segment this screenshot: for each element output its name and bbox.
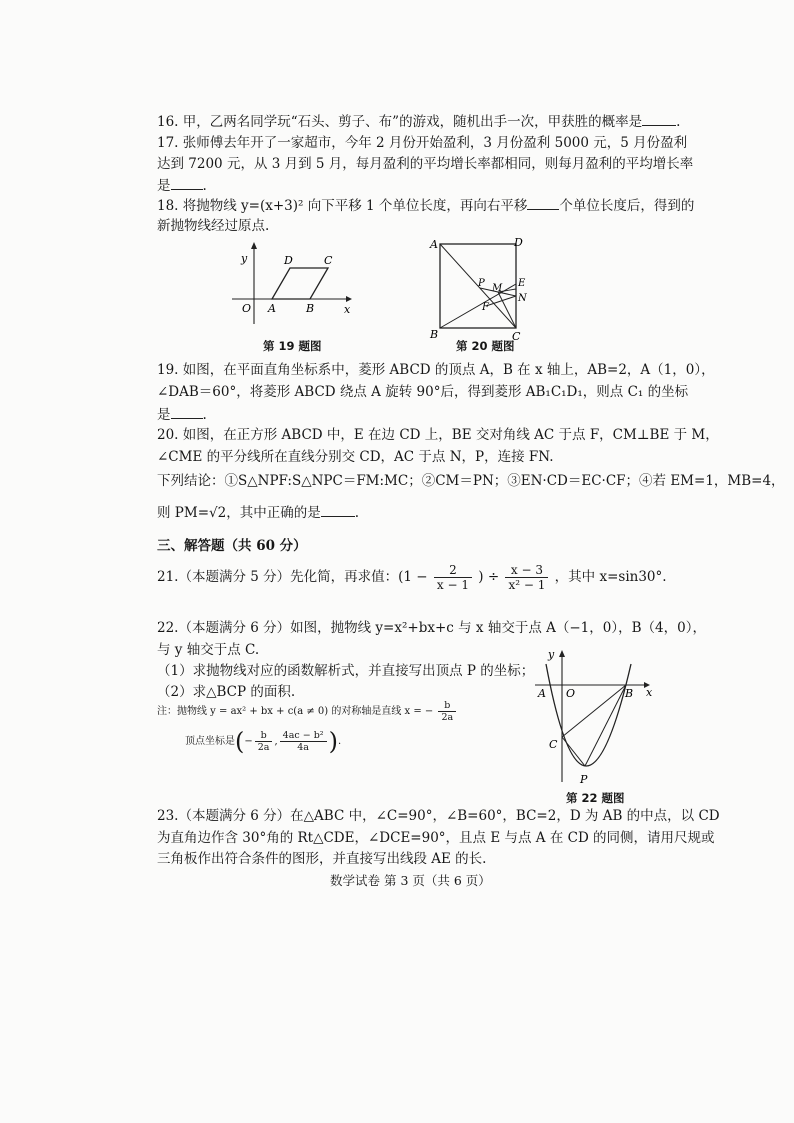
q17-line1: 17. 张师傅去年开了一家超市，今年 2 月份开始盈利，3 月份盈利 5000 元，5 月份盈利 <box>157 135 688 151</box>
fig22-label-b: B <box>625 687 634 700</box>
q16-answer-blank[interactable] <box>642 112 676 126</box>
fig19-caption: 第 19 题图 <box>263 339 322 353</box>
fig22-label-x: x <box>646 686 653 699</box>
fig22-label-c: C <box>549 738 558 751</box>
fig22-label-p: P <box>580 773 588 786</box>
figure-20 <box>428 234 538 342</box>
q16-line: 16. 甲，乙两名同学玩“石头、剪子、布”的游戏，随机出手一次，甲获胜的概率是 . <box>157 114 681 130</box>
q18-answer-blank[interactable] <box>527 196 559 210</box>
q22-note: 注：抛物线 y = ax² + bx + c(a ≠ 0) 的对称轴是直线 x = − $\frac{b}{2a}$ <box>157 700 458 723</box>
fig19-label-a: A <box>268 302 276 315</box>
q19-line1: 19. 如图，在平面直角坐标系中，菱形 ABCD 的顶点 A，B 在 x 轴上，AB=2，A（1，0）， <box>157 362 715 378</box>
q22-part1: （1）求抛物线对应的函数解析式，并直接写出顶点 P 的坐标； <box>157 663 535 679</box>
figure-22 <box>530 642 660 788</box>
fig20-caption: 第 20 题图 <box>456 339 515 353</box>
q19-line2: ∠DAB＝60°，将菱形 ABCD 绕点 A 旋转 90°后，得到菱形 AB₁C₁D₁，则点 C₁ 的坐标 <box>157 384 689 400</box>
fig19-label-x: x <box>344 303 351 316</box>
q19-answer-blank[interactable] <box>171 405 203 419</box>
fig22-label-o: O <box>566 687 576 700</box>
q20-line2: ∠CME 的平分线所在直线分别交 CD，AC 于点 N，P，连接 FN. <box>157 449 554 465</box>
q21-line: 21.（本题满分 5 分）先化简，再求值：(1 − $\frac{2}{x - 1}$ ) ÷ $\frac{x - 3}{\text{x² − 1}}$ ，其中 x=sin30°. <box>157 563 667 592</box>
fig19-rhombus <box>272 268 328 299</box>
fig20-label-e: E <box>518 278 526 289</box>
q20-line1: 20. 如图，在正方形 ABCD 中，E 在边 CD 上，BE 交对角线 AC 于点 F，CM⊥BE 于 M， <box>157 427 719 443</box>
fig19-label-o: O <box>242 302 252 315</box>
fig20-label-d: D <box>514 236 523 249</box>
fig20-label-n: N <box>518 293 527 304</box>
fig22-segment-pb <box>585 685 626 766</box>
q17-answer-blank[interactable] <box>171 176 203 190</box>
q22-note-fraction: $\frac{b}{2a}$ <box>438 700 456 723</box>
q17-line2: 达到 7200 元，从 3 月到 5 月，每月盈利的平均增长率都相同，则每月盈利的平均增长率 <box>157 156 694 172</box>
fig19-y-arrow <box>251 242 257 249</box>
q23-line1: 23.（本题满分 6 分）在△ABC 中，∠C=90°，∠B=60°，BC=2，D 为 AB 的中点，以 CD <box>157 808 720 824</box>
q18-line2: 新抛物线经过原点. <box>157 218 270 234</box>
fig20-label-a: A <box>430 238 438 251</box>
fig19-label-c: C <box>324 254 333 267</box>
q22-vertex: 顶点坐标是(− $\frac{b}{2a}$ , $\frac{\text{4ac − b²}}{4a}$ ). <box>185 727 342 756</box>
q18-line1: 18. 将抛物线 y=(x+3)² 向下平移 1 个单位长度，再向右平移 个单位长度后，得到的 <box>157 198 695 214</box>
q17-line3: 是 . <box>157 178 207 194</box>
section3-title: 三、解答题（共 60 分） <box>157 538 307 554</box>
q21-fraction-2: $\frac{x - 3}{\text{x² − 1}}$ <box>505 563 548 592</box>
fig22-label-y: y <box>548 648 555 661</box>
q20-answer-blank[interactable] <box>321 503 355 517</box>
fig22-y-arrow <box>559 650 565 657</box>
fig20-label-m: M <box>492 283 503 294</box>
q20-line3: 下列结论：①S△NPF:S△NPC＝FM:MC；②CM＝PN；③EN·CD＝EC·CF；④若 EM=1，MB=4， <box>157 473 785 489</box>
q21-fraction-1: $\frac{2}{x - 1}$ <box>434 563 472 592</box>
page-footer: 数学试卷 第 3 页（共 6 页） <box>330 873 491 888</box>
fig22-label-a: A <box>538 687 546 700</box>
fig20-label-b: B <box>430 328 439 341</box>
fig22-caption: 第 22 题图 <box>566 791 625 805</box>
figure-19 <box>228 238 358 328</box>
q22-line2: 与 y 轴交于点 C. <box>157 642 260 658</box>
q22-part2: （2）求△BCP 的面积. <box>157 684 296 700</box>
fig20-label-c: C <box>512 330 521 342</box>
fig19-label-d: D <box>284 254 293 267</box>
fig19-x-arrow <box>346 296 352 302</box>
q22-line1: 22.（本题满分 6 分）如图，抛物线 y=x²+bx+c 与 x 轴交于点 A（−1，0），B（4，0）， <box>157 620 706 636</box>
q23-line3: 三角板作出符合条件的图形，并直接写出线段 AE 的长. <box>157 851 487 867</box>
q23-line2: 为直角边作含 30°角的 Rt△CDE，∠DCE=90°，且点 E 与点 A 在 CD 的同侧，请用尺规或 <box>157 830 715 846</box>
fig20-label-p: P <box>478 278 485 289</box>
fig19-label-b: B <box>306 302 315 315</box>
q20-line4: 则 PM=√2，其中正确的是 . <box>157 505 359 521</box>
q19-line3: 是 . <box>157 407 207 423</box>
q22-vertex-x: $\frac{b}{2a}$ <box>255 730 273 753</box>
fig22-segment-cp <box>562 737 585 766</box>
q16-text: 16. 甲，乙两名同学玩“石头、剪子、布”的游戏，随机出手一次，甲获胜的概率是 <box>157 114 643 130</box>
fig20-label-f: F <box>482 302 489 313</box>
q22-vertex-y: $\frac{\text{4ac − b²}}{4a}$ <box>280 730 327 753</box>
fig19-label-y: y <box>241 252 248 265</box>
